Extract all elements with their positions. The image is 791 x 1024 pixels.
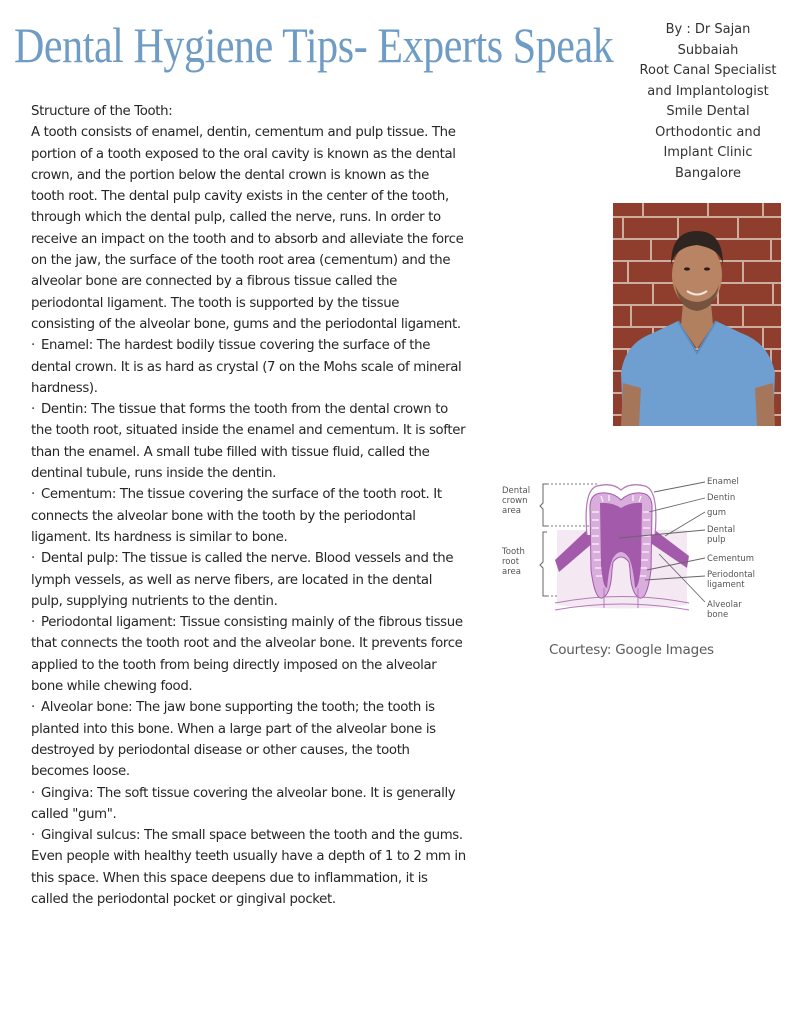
bullet-text: Cementum: The tissue covering the surface of the tooth root. It connects the alveolar bone with the tooth by the periodontal ligament. Its hardness is similar to bone.: [31, 487, 442, 545]
article-body: [31, 101, 466, 910]
bullet-icon: ·: [31, 828, 35, 844]
byline-line: Bangalore: [675, 165, 741, 181]
bullet-icon: ·: [31, 487, 35, 503]
intro-paragraph: A tooth consists of enamel, dentin, cementum and pulp tissue. The portion of a tooth exposed to the oral cavity is known as the dental crown, and the portion below the dental crown is known as the tooth root. The dental pulp cavity exists in the center of the tooth, through which the dental pulp, called the nerve, runs. In order to receive an impact on the tooth and to absorb and alleviate the force on the jaw, the surface of the tooth root area (cementum) and the alveolar bone are connected by a fibrous tissue called the periodontal ligament. The tooth is supported by the tissue consisting of the alveolar bone, gums and the periodontal ligament.: [31, 125, 464, 332]
byline-line: By : Dr Sajan: [665, 22, 751, 37]
bullet-text: Gingiva: The soft tissue covering the alveolar bone. It is generally called "gum".: [31, 785, 456, 822]
portrait-illustration: [613, 203, 781, 426]
bullet-item: [31, 825, 466, 910]
bullet-icon: ·: [31, 402, 35, 418]
bullet-item: [31, 335, 466, 399]
label-gum: gum: [707, 508, 727, 518]
bullet-item: [31, 399, 466, 484]
author-photo: [613, 203, 781, 426]
label-enamel: Enamel: [707, 477, 739, 487]
bullet-item: [31, 783, 466, 826]
label-dental-crown-area: Dental crown area: [502, 486, 531, 516]
label-dental-pulp: Dental pulp: [707, 525, 736, 545]
byline-line: and Implantologist: [647, 83, 769, 99]
bullet-text: Alveolar bone: The jaw bone supporting the tooth; the tooth is planted into this bone. When a large part of the alveolar bone is destroyed by periodontal disease or other causes, the tooth becomes loose.: [31, 700, 436, 780]
label-dentin: Dentin: [707, 493, 736, 503]
label-alveolar-bone: Alveolar bone: [707, 600, 742, 620]
section-heading: Structure of the Tooth:: [31, 104, 173, 119]
bullet-text: Dentin: The tissue that forms the tooth from the dental crown to the tooth root, situated inside the enamel and cementum. It is softer than the enamel. A small tube filled with tissue fluid, called the dentinal tubule, runs inside the dentin.: [31, 402, 466, 482]
image-credit-caption: Courtesy: Google Images: [549, 642, 714, 658]
label-periodontal-ligament: Periodontal ligament: [707, 570, 755, 590]
bullet-icon: ·: [31, 551, 35, 567]
bullet-icon: ·: [31, 338, 35, 354]
bullet-text: Gingival sulcus: The small space between the tooth and the gums. Even people with healthy teeth usually have a depth of 1 to 2 mm in this space. When this space deepens due to inflammation, it is called the periodontal pocket or gingival pocket.: [31, 828, 466, 907]
bullet-item: [31, 612, 466, 697]
bullet-item: [31, 697, 466, 782]
bullet-text: Dental pulp: The tissue is called the nerve. Blood vessels and the lymph vessels, as well as nerve fibers, are located in the dental pulp, supplying nutrients to the dentin.: [31, 551, 454, 609]
bullet-item: [31, 484, 466, 548]
bullet-text: Enamel: The hardest bodily tissue covering the surface of the dental crown. It is as hard as crystal (7 on the Mohs scale of mineral hardness).: [31, 338, 462, 396]
bullet-item: [31, 548, 466, 612]
bullet-icon: ·: [31, 700, 35, 716]
bullet-text: Periodontal ligament: Tissue consisting mainly of the fibrous tissue that connects the tooth root and the alveolar bone. It prevents force applied to the tooth from being directly imposed on the alveolar bone while chewing food.: [31, 615, 463, 695]
author-byline: [628, 20, 788, 184]
bullet-icon: ·: [31, 615, 35, 631]
tooth-cross-section-illustration: [497, 470, 782, 625]
byline-line: Implant Clinic: [663, 145, 753, 160]
byline-line: Root Canal Specialist: [639, 63, 777, 78]
byline-line: Orthodontic and: [655, 124, 761, 140]
label-cementum: Cementum: [707, 554, 755, 564]
bullet-icon: ·: [31, 785, 35, 801]
label-tooth-root-area: Tooth root area: [502, 547, 525, 577]
tooth-structure-diagram: [497, 470, 782, 625]
byline-line: Smile Dental: [666, 104, 750, 119]
page-title: Dental Hygiene Tips- Experts Speak: [14, 17, 614, 73]
byline-line: Subbaiah: [677, 42, 739, 58]
